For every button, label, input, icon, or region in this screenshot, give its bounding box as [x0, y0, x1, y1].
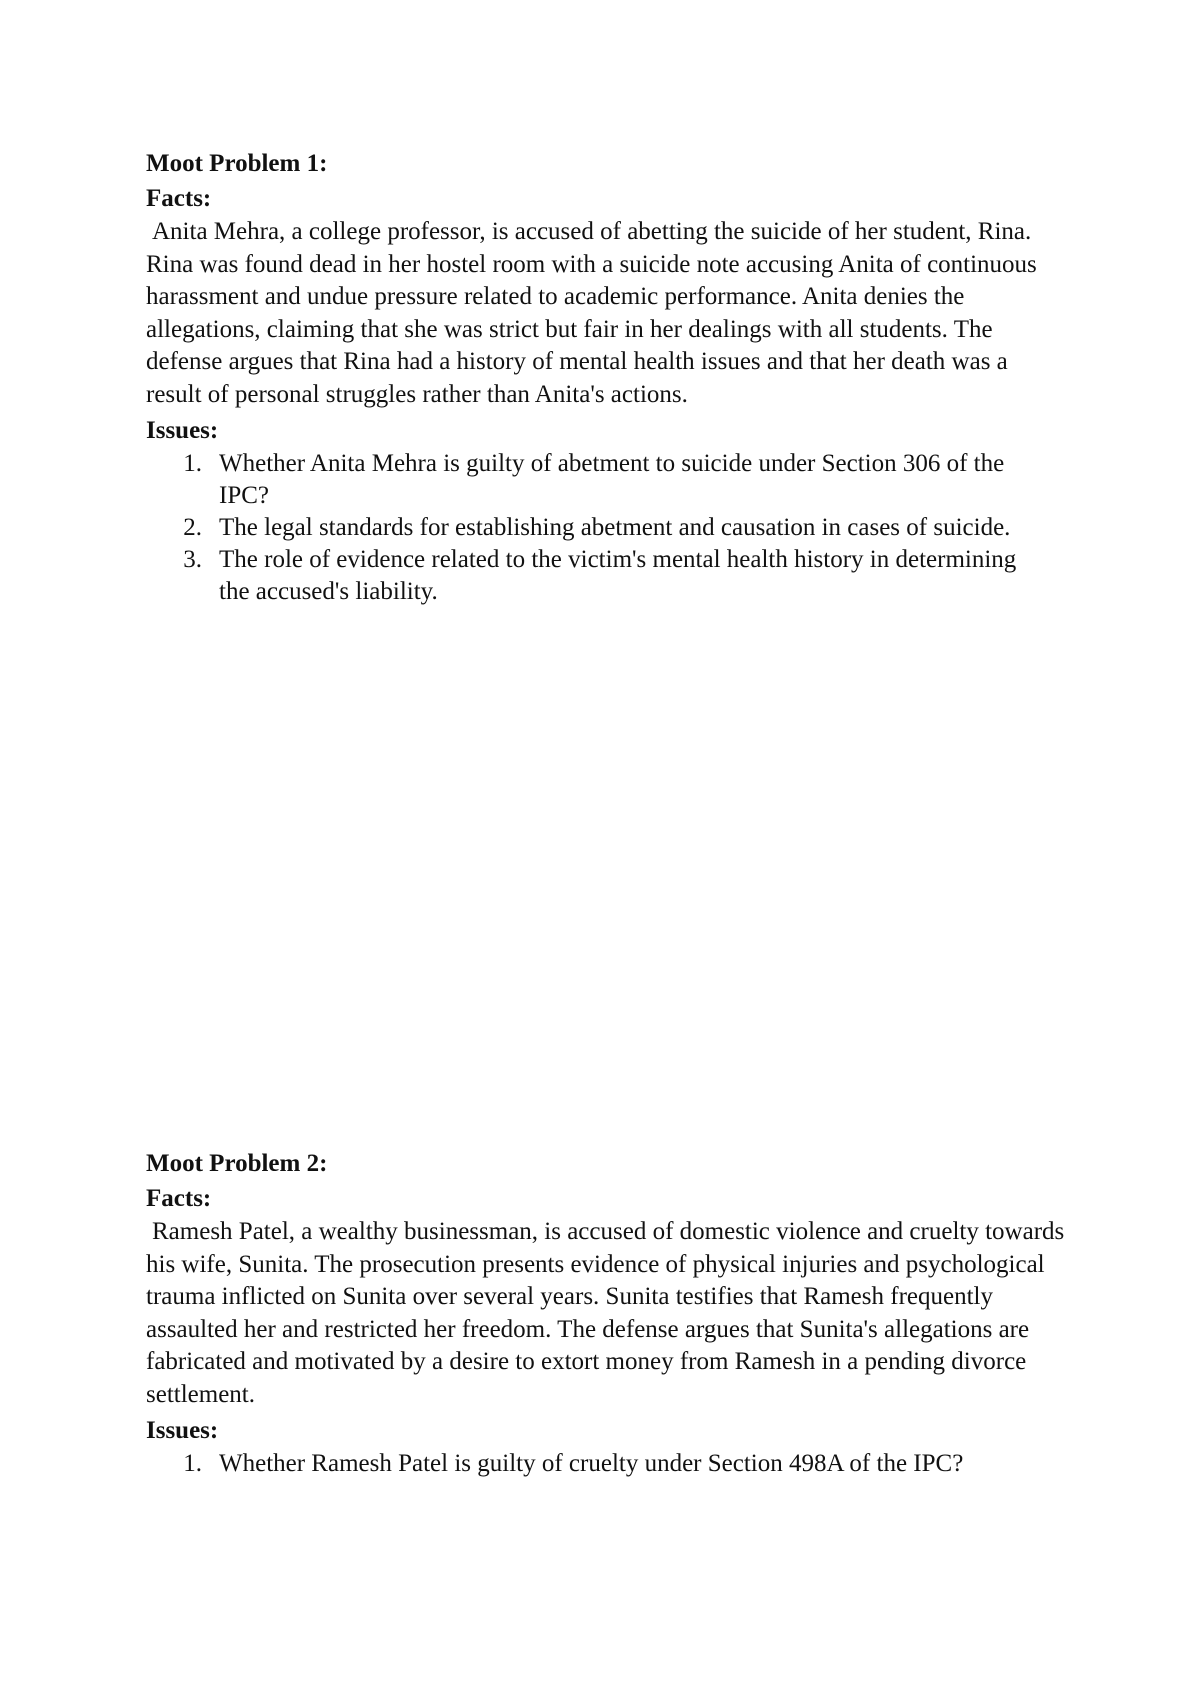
- facts-text: Anita Mehra, a college professor, is accused of abetting the suicide of her student, Rina. Rina was found dead in her hostel room with a suicide note accusing Anita of continuous harassment and undue pressure related to academic performance. Anita denies the allegations, claiming that she was strict but fair in her dealings with all students. The defense argues that Rina had a history of mental health issues and that her death was a result of personal struggles rather than Anita's actions.: [146, 218, 1037, 408]
- issues-list: [146, 1448, 1066, 1480]
- issue-number: 1.: [183, 1450, 202, 1477]
- issues-list: [146, 448, 1066, 608]
- issues-label: Issues:: [146, 1417, 219, 1444]
- issue-text: Whether Anita Mehra is guilty of abetment to suicide under Section 306 of the IPC?: [219, 450, 1005, 509]
- issue-number: 1.: [183, 450, 202, 477]
- issue-item: [146, 544, 1066, 608]
- issue-text: Whether Ramesh Patel is guilty of cruelty under Section 498A of the IPC?: [219, 1450, 964, 1477]
- issue-text: The legal standards for establishing abetment and causation in cases of suicide.: [219, 514, 1011, 541]
- problem-title: Moot Problem 2:: [146, 1150, 328, 1177]
- issue-text: The role of evidence related to the victim's mental health history in determining the accused's liability.: [219, 546, 1017, 605]
- issue-number: 3.: [183, 546, 202, 573]
- facts-text: Ramesh Patel, a wealthy businessman, is accused of domestic violence and cruelty towards his wife, Sunita. The prosecution presents evidence of physical injuries and psychological trauma inflicted on Sunita over several years. Sunita testifies that Ramesh frequently assaulted her and restricted her freedom. The defense argues that Sunita's allegations are fabricated and motivated by a desire to extort money from Ramesh in a pending divorce settlement.: [146, 1218, 1065, 1408]
- issues-label: Issues:: [146, 417, 219, 444]
- issue-item: [146, 512, 1066, 544]
- issue-number: 2.: [183, 514, 202, 541]
- facts-label: Facts:: [146, 185, 212, 212]
- problem-title: Moot Problem 1:: [146, 150, 328, 177]
- moot-problem-2: [146, 1146, 1066, 1480]
- moot-problem-1: [146, 146, 1066, 608]
- issue-item: [146, 1448, 1066, 1480]
- issue-item: [146, 448, 1066, 512]
- facts-label: Facts:: [146, 1185, 212, 1212]
